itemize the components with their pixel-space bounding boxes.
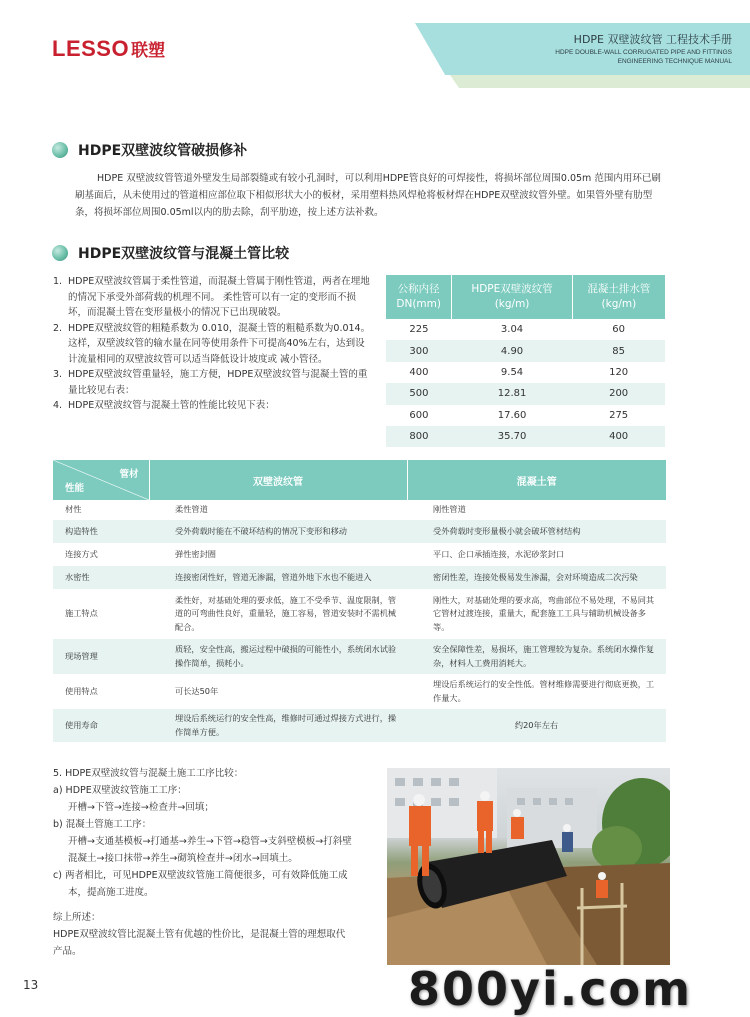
table-header: 公称内径 DN(mm) (386, 275, 452, 319)
table-header-concrete: 混凝土管 (407, 460, 666, 500)
row-label: 连接方式 (65, 548, 98, 559)
comparison-list (53, 274, 373, 414)
table-row (53, 709, 666, 742)
table-cell: 密闭性差，连接处极易发生渗漏，会对环境造成二次污染 (407, 566, 666, 589)
table-cell: 平口、企口承插连接，水泥砂浆封口 (433, 548, 565, 559)
lesso-logo (52, 36, 165, 62)
table-row (386, 405, 665, 426)
bullet-ball-icon (52, 245, 68, 261)
table-cell: 85 (572, 340, 665, 361)
table-cell: 120 (609, 366, 629, 378)
hdpe-process-label: a) HDPE双壁波纹管施工工序： (53, 785, 187, 796)
row-label: 施工特点 (65, 608, 98, 619)
weight-comparison-table (386, 275, 665, 447)
page-number: 13 (23, 978, 39, 992)
table-cell: 400 (409, 366, 429, 378)
manual-title: HDPE 双壁波纹管 工程技术手册 (573, 33, 732, 46)
table-cell: 300 (386, 340, 452, 361)
table-header: 混凝土排水管 (kg/m) (572, 275, 665, 319)
table-cell: 600 (409, 409, 429, 421)
table-cell: 质轻，安全性高，搬运过程中破损的可能性小，系统闭水试验操作简单，损耗小。 (149, 639, 407, 674)
table-cell: 225 (409, 324, 429, 336)
table-cell: 60 (612, 324, 625, 336)
hdpe-process-steps: 开槽→下管→连接→检查井→回填； (68, 802, 214, 813)
table-row (386, 319, 665, 340)
table-cell: 刚性管道 (433, 504, 466, 515)
table-cell: 800 (386, 426, 452, 447)
section-title: HDPE双壁波纹管破损修补 (78, 143, 248, 159)
table-cell: 3.04 (500, 324, 524, 336)
table-cell: 12.81 (452, 383, 572, 404)
table-cell: 受外荷载时能在不破坏结构的情况下变形和移动 (149, 520, 407, 543)
manual-subtitle-en-1: HDPE DOUBLE-WALL CORRUGATED PIPE AND FITTINGS (555, 49, 732, 56)
pipe-installation-photo (387, 768, 670, 965)
row-label: 材性 (65, 504, 82, 515)
list-item (53, 398, 373, 414)
header-banner-band (450, 75, 750, 88)
table-cell: 弹性密封圈 (175, 548, 216, 559)
table-cell: 9.54 (500, 366, 524, 378)
concrete-process-steps: 开槽→支通基模板→打通基→养生→下管→稳管→支斜壁模板→打斜壁混凝土→接口抹带→养生→砌筑检查井→闭水→回填土。 (68, 836, 352, 864)
table-cell: 35.70 (452, 426, 572, 447)
table-row (386, 426, 665, 447)
list-text: HDPE双壁波纹管重量轻，施工方便，HDPE双壁波纹管与混凝土管的重量比较见右表： (68, 369, 368, 396)
section-heading-repair (52, 140, 247, 160)
performance-comparison-table (53, 460, 666, 742)
logo-text-cn: 联塑 (131, 41, 166, 61)
comparison-conclusion: c) 两者相比，可见HDPE双壁波纹管施工简便很多，可有效降低施工成本，提高施工进度。 (53, 870, 348, 898)
table-row (53, 520, 666, 543)
section-title: HDPE双壁波纹管与混凝土管比较 (78, 246, 290, 262)
table-cell: 受外荷载时变形量极小就会破坏管材结构 (407, 520, 666, 543)
table-header-hdpe: 双壁波纹管 (149, 460, 407, 500)
table-cell: 可长达50年 (175, 685, 219, 696)
row-label: 现场管理 (53, 639, 149, 674)
list-text: HDPE双壁波纹管的粗糙系数为 0.010，混凝土管的粗糙系数为0.014。这样，双壁波纹管的输水量在同等使用条件下可提高40%左右，达到设计流量相同的双壁波纹管可以适当降低设计坡度或 减小管径。 (68, 322, 371, 365)
table-header: HDPE双壁波纹管 (kg/m) (452, 275, 572, 319)
table-cell: 埋设后系统运行的安全性低。管材维修需要进行彻底更换，工作量大。 (433, 679, 655, 703)
table-cell: 安全保障性差，易损坏，施工管理较为复杂。系统闭水操作复杂，材料人工费用消耗大。 (407, 639, 666, 674)
table-cell: 连接密闭性好，管道无渗漏，管道外地下水也不能进入 (149, 566, 407, 589)
table-cell: 埋设后系统运行的安全性高，维修时可通过焊接方式进行，操作简单方便。 (149, 709, 407, 742)
table-row (53, 674, 666, 709)
bullet-ball-icon (52, 142, 68, 158)
table-row (386, 362, 665, 383)
row-label: 使用特点 (65, 685, 98, 696)
table-cell: 柔性管道 (175, 504, 208, 515)
table-row (386, 340, 665, 361)
list-number: 2. (53, 322, 63, 334)
corner-label-material: 管材 (119, 469, 139, 480)
table-row (386, 383, 665, 404)
list-number: 4. (53, 400, 63, 411)
construction-scene-illustration (387, 768, 670, 965)
concrete-process-label: b) 混凝土管施工工序： (53, 819, 152, 830)
table-cell: 刚性大，对基础处理的要求高，弯曲部位不易处理，不易同其它管材过渡连接，重量大，配套施工工具与辅助机械设备多等。 (433, 594, 655, 632)
table-cell: 约20年左右 (407, 709, 666, 742)
list-text: HDPE双壁波纹管与混凝土管的性能比较见下表： (68, 400, 275, 411)
list-item (53, 321, 373, 368)
construction-comparison (53, 765, 353, 960)
list-text: HDPE双壁波纹管属于柔性管道，而混凝土管属于刚性管道，两者在埋地的情况下承受外部荷载的机理不同。 柔性管可以有一定的变形而不损坏，而混凝土管在变形量极小的情况下已出现破裂。 (68, 276, 370, 318)
row-label: 构造特性 (53, 520, 149, 543)
summary-text: HDPE双壁波纹管比混凝土管有优越的性价比，是混凝土管的理想取代产品。 (53, 929, 346, 957)
table-row (53, 566, 666, 589)
list-item (53, 367, 373, 398)
row-label: 水密性 (53, 566, 149, 589)
table-cell: 17.60 (497, 409, 527, 421)
list-number: 1. (53, 276, 63, 287)
repair-paragraph: HDPE 双壁波纹管管道外壁发生局部裂缝或有较小孔洞时，可以利用HDPE管良好的可焊接性，将损坏部位周围0.05m 范围内用环已刷刷基面后，从未使用过的管道相应部位取下相似形状大小的板材，采用塑料热风焊枪将板材焊在HDPE双壁波纹管外壁。如果管外壁有肋型条，将损坏部位周围0.05ml以内的肋去除，刮平肋迹，按上述方法补救。 (75, 173, 661, 218)
table-cell: 200 (572, 383, 665, 404)
table-cell: 400 (572, 426, 665, 447)
list-number: 3. (53, 369, 63, 380)
manual-subtitle-en-2: ENGINEERING TECHNIQUE MANUAL (617, 58, 732, 65)
table-cell: 275 (609, 409, 629, 421)
row-label: 使用寿命 (53, 709, 149, 742)
watermark: 800yi.com (408, 962, 693, 1016)
summary-label: 综上所述： (53, 912, 101, 923)
corner-label-performance: 性能 (65, 483, 85, 494)
table-row (53, 543, 666, 566)
table-cell: 500 (386, 383, 452, 404)
table-cell: 柔性好，对基础处理的要求低，施工不受季节、温度限制，管道的可弯曲性良好，重量轻，施工容易，管道安装时不需机械配合。 (175, 594, 397, 632)
table-corner-header (53, 460, 149, 500)
table-row (53, 589, 666, 639)
table-cell: 4.90 (452, 340, 572, 361)
logo-text-en: LESSO (52, 36, 130, 61)
table-row (53, 500, 666, 520)
list-item (53, 274, 373, 321)
construction-intro: 5. HDPE双壁波纹管与混凝土施工工序比较： (53, 768, 244, 779)
table-row (53, 639, 666, 674)
section-heading-comparison (52, 243, 289, 263)
